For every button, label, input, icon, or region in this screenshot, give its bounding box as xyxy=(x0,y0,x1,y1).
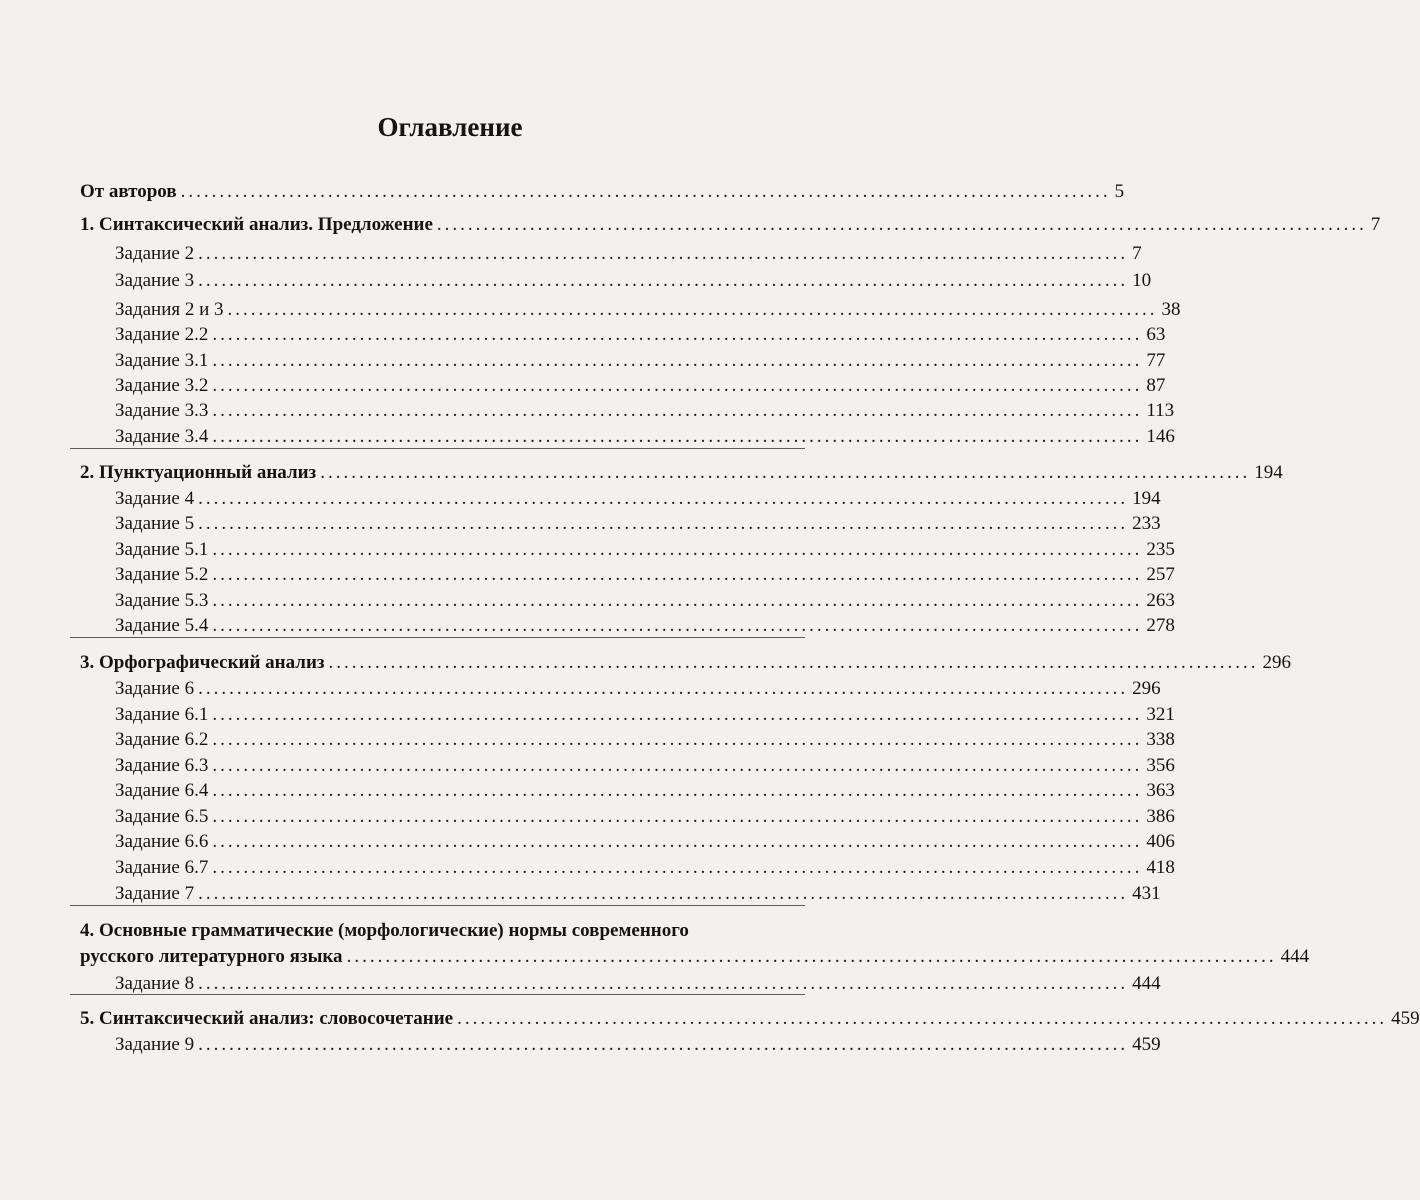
dot-leader: ........................................................................................................................ xyxy=(212,324,1143,345)
toc-entry-label: Задание 2 xyxy=(115,243,195,264)
dot-leader: ........................................................................................................................ xyxy=(212,375,1143,396)
dot-leader: ........................................................................................................................ xyxy=(198,1034,1129,1055)
toc-subentry[interactable] xyxy=(115,703,1175,727)
toc-subentry[interactable] xyxy=(115,538,1175,562)
toc-entry-label: 5. Синтаксический анализ: словосочетание xyxy=(80,1008,454,1029)
toc-page-number: 5 xyxy=(1114,181,1125,202)
toc-subentry[interactable] xyxy=(115,728,1175,752)
dot-leader: ........................................................................................................................ xyxy=(328,652,1259,673)
toc-page-number: 278 xyxy=(1146,615,1175,636)
dot-leader: ........................................................................................................................ xyxy=(198,973,1129,994)
toc-entry-label: Задание 5.3 xyxy=(115,590,209,611)
toc-section-entry[interactable] xyxy=(80,180,1125,204)
toc-entry-label: Задание 3.2 xyxy=(115,375,209,396)
dot-leader: ........................................................................................................................ xyxy=(212,831,1143,852)
toc-subentry[interactable] xyxy=(115,805,1175,829)
toc-page-number: 296 xyxy=(1262,652,1292,673)
toc-page-number: 7 xyxy=(1370,214,1381,235)
dot-leader: ........................................................................................................................ xyxy=(198,513,1129,534)
toc-section-entry[interactable] xyxy=(80,213,1381,237)
toc-page-number: 10 xyxy=(1132,270,1152,291)
section-divider xyxy=(70,994,805,995)
toc-entry-label: Задание 6.7 xyxy=(115,857,209,878)
toc-page-number: 296 xyxy=(1132,678,1161,699)
toc-page-number: 7 xyxy=(1132,243,1142,264)
dot-leader: ........................................................................................................................ xyxy=(198,243,1129,264)
toc-page-number: 418 xyxy=(1146,857,1175,878)
toc-page-number: 263 xyxy=(1146,590,1175,611)
toc-entry-label: Задание 2.2 xyxy=(115,324,209,345)
toc-entry-label: Задание 6 xyxy=(115,678,195,699)
dot-leader: ........................................................................................................................ xyxy=(198,678,1129,699)
toc-entry-label: От авторов xyxy=(80,181,177,202)
toc-entry-label: Задание 5.2 xyxy=(115,564,209,585)
toc-page-number: 146 xyxy=(1146,426,1175,447)
toc-entry-label: 3. Орфографический анализ xyxy=(80,652,325,673)
dot-leader: ........................................................................................................................ xyxy=(212,350,1143,371)
toc-page-number: 338 xyxy=(1146,729,1175,750)
toc-page-number: 356 xyxy=(1146,755,1175,776)
toc-entry-label: Задания 2 и 3 xyxy=(115,299,224,320)
toc-subentry[interactable] xyxy=(115,563,1175,587)
toc-entry-label: Задание 8 xyxy=(115,973,195,994)
toc-page-number: 235 xyxy=(1146,539,1175,560)
toc-entry-label: Задание 6.2 xyxy=(115,729,209,750)
section-divider xyxy=(70,448,805,449)
dot-leader: ........................................................................................................................ xyxy=(212,400,1143,421)
dot-leader: ........................................................................................................................ xyxy=(198,270,1129,291)
toc-entry-label: Задание 5.4 xyxy=(115,615,209,636)
toc-subentry[interactable] xyxy=(115,856,1175,880)
toc-entry-label: Задание 6.5 xyxy=(115,806,209,827)
toc-entry-label: Задание 5.1 xyxy=(115,539,209,560)
toc-entry-label: Задание 4 xyxy=(115,488,195,509)
toc-page-number: 406 xyxy=(1146,831,1175,852)
toc-page-number: 321 xyxy=(1146,704,1175,725)
toc-entry-label: Задание 6.3 xyxy=(115,755,209,776)
dot-leader: ........................................................................................................................ xyxy=(212,755,1143,776)
toc-page-number: 63 xyxy=(1146,324,1166,345)
toc-subentry[interactable] xyxy=(115,399,1175,423)
toc-section-entry[interactable] xyxy=(80,461,1283,485)
toc-subentry[interactable] xyxy=(115,512,1161,536)
toc-entry-label: Задание 3.4 xyxy=(115,426,209,447)
dot-leader: ........................................................................................................................ xyxy=(212,539,1143,560)
toc-entry-label: 1. Синтаксический анализ. Предложение xyxy=(80,214,433,235)
toc-page-number: 87 xyxy=(1146,375,1166,396)
toc-subentry[interactable] xyxy=(115,830,1175,854)
toc-page-number: 38 xyxy=(1161,299,1181,320)
toc-page-number: 113 xyxy=(1146,400,1175,421)
dot-leader: ........................................................................................................................ xyxy=(457,1008,1388,1029)
toc-entry-label: Задание 3.3 xyxy=(115,400,209,421)
dot-leader: ........................................................................................................................ xyxy=(212,780,1143,801)
toc-page-number: 363 xyxy=(1146,780,1175,801)
toc-page-number: 77 xyxy=(1146,350,1166,371)
toc-subentry[interactable] xyxy=(115,349,1166,373)
toc-entry-label: Задание 6.4 xyxy=(115,780,209,801)
toc-subentry[interactable] xyxy=(115,487,1161,511)
dot-leader: ........................................................................................................................ xyxy=(212,857,1143,878)
toc-entry-label: Задание 6.1 xyxy=(115,704,209,725)
toc-page-number: 194 xyxy=(1132,488,1161,509)
toc-subentry[interactable] xyxy=(115,972,1161,996)
toc-entry-label: Задание 3 xyxy=(115,270,195,291)
dot-leader: ........................................................................................................................ xyxy=(212,704,1143,725)
dot-leader: ........................................................................................................................ xyxy=(212,426,1143,447)
toc-entry-label: Задание 9 xyxy=(115,1034,195,1055)
toc-page-number: 386 xyxy=(1146,806,1175,827)
toc-page-number: 444 xyxy=(1132,973,1161,994)
dot-leader: ........................................................................................................................ xyxy=(212,806,1143,827)
toc-entry-label-line1: 4. Основные грамматические (морфологические) нормы современного xyxy=(80,920,689,941)
page-title: Оглавление xyxy=(377,112,523,142)
dot-leader: ........................................................................................................................ xyxy=(198,488,1129,509)
dot-leader: ........................................................................................................................ xyxy=(212,729,1143,750)
toc-subentry[interactable] xyxy=(115,754,1175,778)
toc-page-number: 233 xyxy=(1132,513,1161,534)
toc-entry-label: Задание 3.1 xyxy=(115,350,209,371)
dot-leader: ........................................................................................................................ xyxy=(198,883,1129,904)
toc-subentry[interactable] xyxy=(115,242,1142,266)
toc-page-number: 459 xyxy=(1391,1008,1420,1029)
dot-leader: ........................................................................................................................ xyxy=(346,946,1277,967)
toc-entry-label: русского литературного языка xyxy=(80,946,343,967)
toc-page-number: 431 xyxy=(1132,883,1161,904)
toc-subentry[interactable] xyxy=(115,1033,1161,1057)
section-divider xyxy=(70,905,805,906)
toc-page-number: 444 xyxy=(1280,946,1310,967)
dot-leader: ........................................................................................................................ xyxy=(212,615,1143,636)
toc-subentry[interactable] xyxy=(115,269,1152,293)
toc-section-entry[interactable] xyxy=(80,1007,1420,1031)
toc-section-entry[interactable] xyxy=(80,945,1310,969)
toc-entry-label: 2. Пунктуационный анализ xyxy=(80,462,317,483)
toc-page-number: 257 xyxy=(1146,564,1175,585)
toc-subentry[interactable] xyxy=(115,323,1166,347)
toc-subentry[interactable] xyxy=(115,374,1166,398)
toc-page-number: 459 xyxy=(1132,1034,1161,1055)
toc-subentry[interactable] xyxy=(115,882,1161,906)
section-divider xyxy=(70,637,805,638)
dot-leader: ........................................................................................................................ xyxy=(180,181,1111,202)
toc-subentry[interactable] xyxy=(115,614,1175,638)
dot-leader: ........................................................................................................................ xyxy=(212,564,1143,585)
toc-subentry[interactable] xyxy=(115,298,1181,322)
toc-subentry[interactable] xyxy=(115,589,1175,613)
toc-page-number: 194 xyxy=(1254,462,1283,483)
dot-leader: ........................................................................................................................ xyxy=(227,299,1158,320)
toc-section-entry[interactable] xyxy=(80,651,1292,675)
toc-subentry[interactable] xyxy=(115,779,1175,803)
toc-entry-label: Задание 5 xyxy=(115,513,195,534)
dot-leader: ........................................................................................................................ xyxy=(320,462,1251,483)
toc-entry-label: Задание 7 xyxy=(115,883,195,904)
toc-subentry[interactable] xyxy=(115,425,1175,449)
toc-entry-label: Задание 6.6 xyxy=(115,831,209,852)
dot-leader: ........................................................................................................................ xyxy=(212,590,1143,611)
toc-subentry[interactable] xyxy=(115,677,1161,701)
dot-leader: ........................................................................................................................ xyxy=(436,214,1367,235)
